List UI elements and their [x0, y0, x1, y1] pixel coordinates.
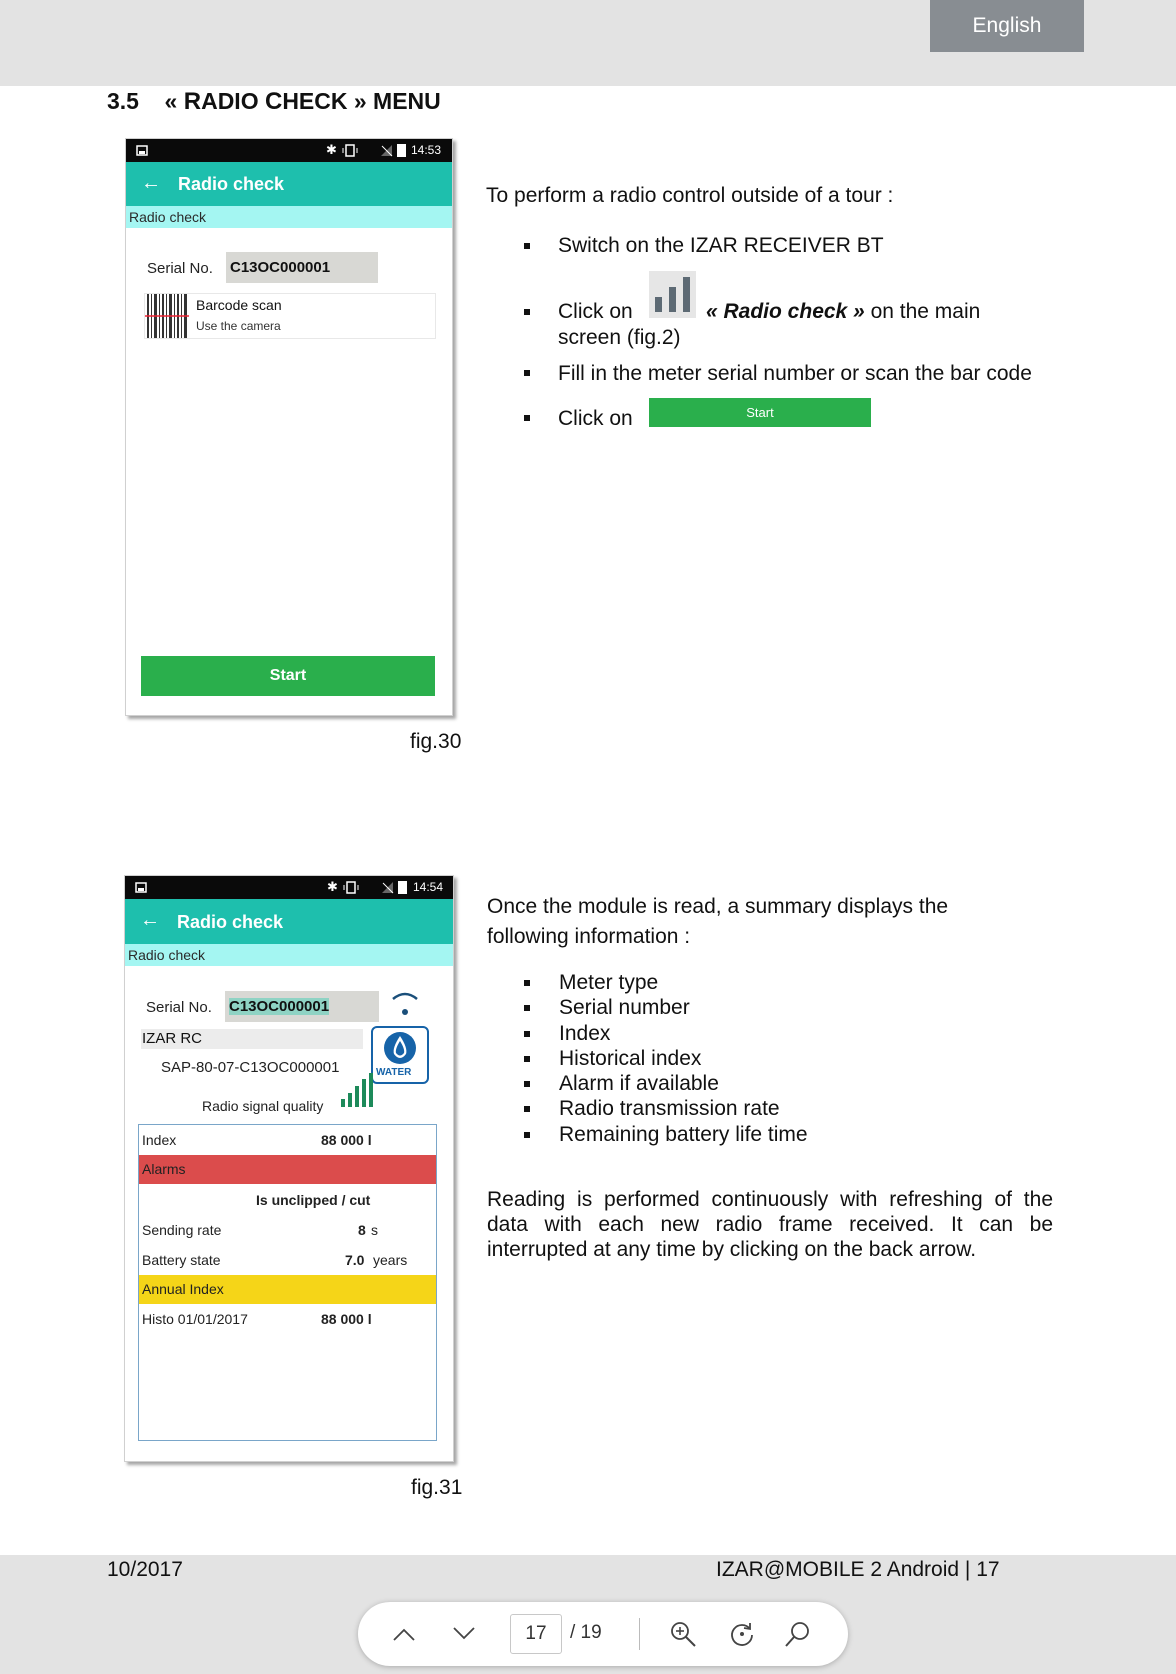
- serial-label: Serial No.: [146, 999, 212, 1016]
- back-arrow-icon[interactable]: ←: [140, 909, 160, 931]
- instruction-4-prefix: Click on: [558, 407, 633, 430]
- no-signal-icon: [381, 881, 394, 894]
- water-label: WATER: [376, 1067, 412, 1078]
- image-icon: [135, 882, 147, 893]
- bullet-icon: [524, 1005, 530, 1011]
- vibrate-icon: [343, 881, 359, 894]
- back-arrow-icon[interactable]: ←: [141, 172, 161, 194]
- section-title-part: HECK: [282, 88, 348, 114]
- section-title-part: R: [183, 88, 202, 115]
- summary-list-item: [520, 1095, 920, 1120]
- bullet-icon: [524, 980, 530, 986]
- serial-input[interactable]: C13OC000001: [226, 252, 378, 283]
- summary-item-text: Historical index: [559, 1046, 702, 1070]
- search-icon[interactable]: [782, 1618, 814, 1650]
- summary-item-text: Serial number: [559, 996, 690, 1020]
- summary-paragraph-line: interrupted at any time by clicking on the back arrow.: [487, 1238, 977, 1261]
- start-button[interactable]: Start: [141, 656, 435, 696]
- sub-header-text: Radio check: [128, 947, 206, 963]
- summary-item-text: Radio transmission rate: [559, 1097, 780, 1121]
- status-time: 14:54: [413, 880, 444, 894]
- alarms-label: Alarms: [142, 1161, 186, 1177]
- alarms-bar: [139, 1155, 436, 1184]
- histo-label: Histo 01/01/2017: [142, 1311, 248, 1327]
- histo-value: 88 000 l: [321, 1311, 372, 1327]
- index-label: Index: [142, 1132, 177, 1148]
- page-number-input[interactable]: 17: [510, 1614, 562, 1654]
- barcode-scan-title: Barcode scan: [196, 297, 282, 313]
- bluetooth-icon: ✱: [327, 879, 338, 894]
- summary-list-item: [520, 1020, 920, 1045]
- water-drop-icon: [382, 1030, 418, 1066]
- instruction-1: Switch on the IZAR RECEIVER BT: [558, 234, 884, 257]
- instruction-3: Fill in the meter serial number or scan the bar code: [558, 362, 1032, 385]
- bullet-icon: [524, 370, 530, 376]
- pdf-toolbar: [358, 1602, 848, 1666]
- radio-check-menu-icon: [649, 271, 696, 318]
- serial-label: Serial No.: [147, 260, 213, 277]
- image-icon: [136, 145, 148, 156]
- fig31-phone-screenshot: [124, 875, 454, 1462]
- sending-rate-value: 8: [358, 1222, 366, 1238]
- battery-icon: [397, 143, 406, 157]
- chevron-up-icon[interactable]: [388, 1618, 420, 1650]
- barcode-icon: [145, 294, 191, 338]
- summary-item-text: Remaining battery life time: [559, 1122, 808, 1146]
- section-title-part: » MENU: [347, 88, 441, 114]
- app-bar-title: Radio check: [178, 174, 285, 194]
- toolbar-divider: [639, 1618, 640, 1650]
- instruction-2-suffix: on the main: [864, 300, 981, 323]
- sending-rate-unit: s: [371, 1222, 378, 1238]
- zoom-in-icon[interactable]: [667, 1618, 699, 1650]
- bullet-icon: [524, 1031, 530, 1037]
- summary-list-item: [520, 1121, 920, 1146]
- serial-field: [225, 991, 379, 1022]
- summary-paragraph-line: data with each new radio frame received. It can be: [487, 1213, 1053, 1236]
- battery-state-label: Battery state: [142, 1252, 221, 1268]
- section-heading: [107, 88, 441, 116]
- signal-strength-icon: [341, 1073, 373, 1109]
- intro-text: To perform a radio control outside of a tour :: [486, 184, 894, 207]
- app-bar: [126, 162, 452, 206]
- language-tab[interactable]: English: [930, 0, 1084, 52]
- bullet-icon: [524, 1056, 530, 1062]
- status-bar: [125, 876, 453, 899]
- sub-header-text: Radio check: [129, 209, 207, 225]
- figure-caption: fig.30: [410, 730, 462, 753]
- app-bar: [125, 899, 453, 944]
- summary-item-text: Alarm if available: [559, 1072, 719, 1096]
- alarm-text: Is unclipped / cut: [256, 1192, 371, 1208]
- summary-item-text: Meter type: [559, 971, 659, 994]
- radio-check-bold: « Radio check »: [706, 300, 865, 323]
- status-time: 14:53: [411, 143, 442, 157]
- module-id: SAP-80-07-C13OC000001: [161, 1059, 340, 1076]
- start-button-illustration: Start: [649, 398, 871, 427]
- total-pages: / 19: [570, 1622, 602, 1643]
- summary-lead: Once the module is read, a summary displays the: [487, 895, 949, 918]
- signal-bars-icon: [649, 271, 696, 318]
- instruction-2-prefix: Click on: [558, 300, 633, 323]
- fig30-phone-screenshot: [125, 138, 453, 716]
- signal-quality-label: Radio signal quality: [202, 1098, 324, 1114]
- summary-list-item: [520, 969, 920, 994]
- meter-type-row: [141, 1029, 363, 1049]
- annual-index-label: Annual Index: [142, 1281, 224, 1297]
- radio-wave-icon: [389, 988, 421, 1018]
- vibrate-icon: [342, 144, 358, 157]
- summary-list-item: [520, 1070, 920, 1095]
- sub-header-bar: [125, 944, 453, 966]
- bullet-icon: [524, 243, 530, 249]
- summary-paragraph-line: Reading is performed continuously with refreshing of the: [487, 1188, 1053, 1211]
- bullet-icon: [524, 1132, 530, 1138]
- sending-rate-label: Sending rate: [142, 1222, 222, 1238]
- barcode-scan-subtitle: Use the camera: [196, 319, 281, 333]
- summary-list-item: [520, 994, 920, 1019]
- section-title-part: ADIO: [201, 88, 265, 114]
- summary-list: [520, 969, 920, 1146]
- barcode-scan-row[interactable]: [144, 293, 436, 339]
- bullet-icon: [524, 309, 530, 315]
- no-signal-icon: [380, 144, 393, 157]
- chevron-down-icon[interactable]: [448, 1618, 480, 1650]
- status-bar: [126, 139, 452, 162]
- battery-state-unit: years: [373, 1252, 408, 1268]
- sub-header-bar: [126, 206, 452, 228]
- summary-table: [138, 1124, 437, 1441]
- serial-value: C13OC000001: [229, 998, 330, 1015]
- section-title-part: «: [164, 88, 184, 114]
- bluetooth-icon: ✱: [326, 142, 337, 157]
- figure-caption: fig.31: [411, 1476, 463, 1499]
- footer-product: IZAR@MOBILE 2 Android | 17: [716, 1558, 1000, 1581]
- bullet-icon: [524, 1081, 530, 1087]
- section-number: 3.5: [107, 88, 139, 114]
- index-value: 88 000 l: [321, 1132, 372, 1148]
- summary-lead: following information :: [487, 925, 691, 948]
- rotate-icon[interactable]: [726, 1618, 758, 1650]
- annual-index-bar: [139, 1275, 436, 1304]
- battery-state-value: 7.0: [345, 1252, 365, 1268]
- meter-type: IZAR RC: [142, 1030, 202, 1047]
- summary-list-item: [520, 1045, 920, 1070]
- bullet-icon: [524, 415, 530, 421]
- bullet-icon: [524, 1106, 530, 1112]
- footer-date: 10/2017: [107, 1558, 183, 1581]
- summary-item-text: Index: [559, 1021, 611, 1045]
- battery-icon: [398, 880, 407, 894]
- instruction-2-line2: screen (fig.2): [558, 326, 681, 349]
- section-title-part: C: [264, 88, 283, 115]
- app-bar-title: Radio check: [177, 912, 284, 932]
- water-icon: [371, 1026, 429, 1084]
